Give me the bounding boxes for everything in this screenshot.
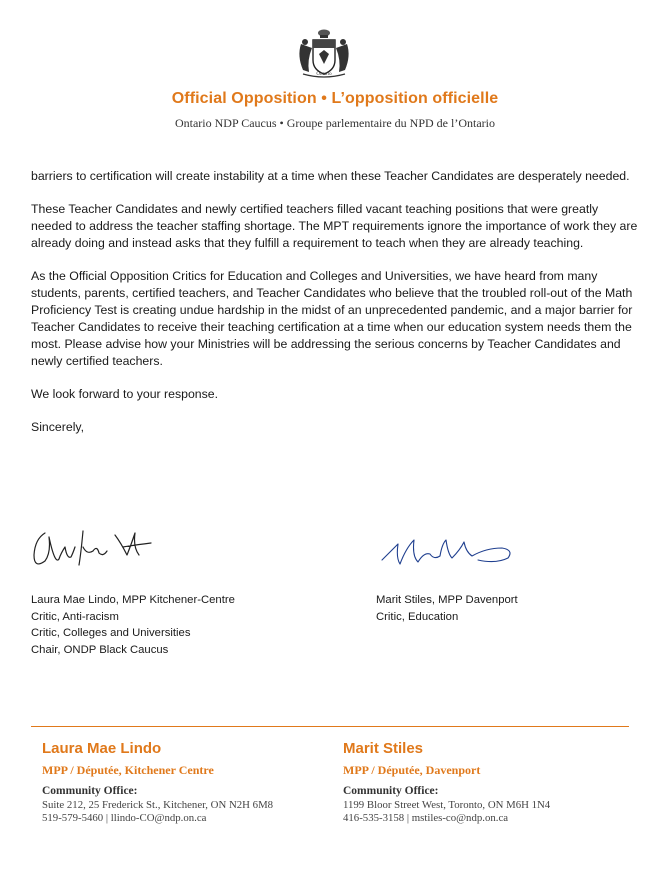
crest-label: Ontario (316, 72, 332, 77)
office-label: Community Office: (42, 785, 138, 797)
signer-line: Critic, Education (376, 610, 459, 623)
letter-body (31, 168, 641, 452)
signature-stiles (376, 530, 526, 574)
signer-line: Marit Stiles, MPP Davenport (376, 594, 518, 606)
footer-office-stiles (343, 740, 550, 824)
office-contact: 519-579-5460 | llindo-CO@ndp.on.ca (42, 812, 207, 824)
signer-block-lindo (31, 592, 235, 658)
office-role: MPP / Députée, Kitchener Centre (42, 763, 214, 777)
signer-line: Laura Mae Lindo, MPP Kitchener-Centre (31, 594, 235, 606)
office-role: MPP / Députée, Davenport (343, 763, 481, 777)
office-name: Laura Mae Lindo (42, 740, 162, 757)
body-paragraph: We look forward to your response. (31, 387, 219, 401)
letterhead-subtitle: Ontario NDP Caucus • Groupe parlementaire du NPD de l’Ontario (174, 116, 495, 130)
signer-line: Critic, Anti-racism (31, 610, 119, 623)
body-paragraph: These Teacher Candidates and newly certified teachers filled vacant teaching positions that were greatly needed to address the teacher staffing shortage. The MPT requirements ignore the importance of work they are already doing and instead asks that they fulfill a requirement to teach when they are already teaching. (31, 202, 638, 250)
footer-divider (31, 726, 629, 727)
office-name: Marit Stiles (343, 740, 424, 757)
footer-office-lindo (42, 740, 273, 824)
office-label: Community Office: (343, 785, 439, 797)
body-paragraph: barriers to certification will create instability at a time when these Teacher Candidates are desperately needed. (31, 169, 630, 183)
office-address: 1199 Bloor Street West, Toronto, ON M6H 1N4 (343, 799, 551, 811)
letterhead-title: Official Opposition • L’opposition officielle (171, 90, 499, 107)
signer-line: Critic, Colleges and Universities (31, 627, 191, 639)
office-address: Suite 212, 25 Frederick St., Kitchener, ON N2H 6M8 (42, 799, 274, 811)
body-paragraph: As the Official Opposition Critics for Education and Colleges and Universities, we have heard from many students, parents, certified teachers, and Teacher Candidates who believe that the troubled roll-out of the Math Proficiency Test is creating undue hardship in the midst of an unprecedented pandemic, and a major barrier for Teacher Candidates to receive their teaching certification at a time when our education system needs them the most. Please advise how your Ministries will be addressing the serious concerns by Teacher Candidates and newly certified teachers. (31, 269, 633, 368)
office-contact: 416-535-3158 | mstiles-co@ndp.on.ca (343, 812, 509, 824)
signer-line: Chair, ONDP Black Caucus (31, 643, 169, 656)
signer-block-stiles (376, 592, 518, 625)
closing: Sincerely, (31, 420, 85, 434)
signature-lindo (31, 525, 161, 575)
